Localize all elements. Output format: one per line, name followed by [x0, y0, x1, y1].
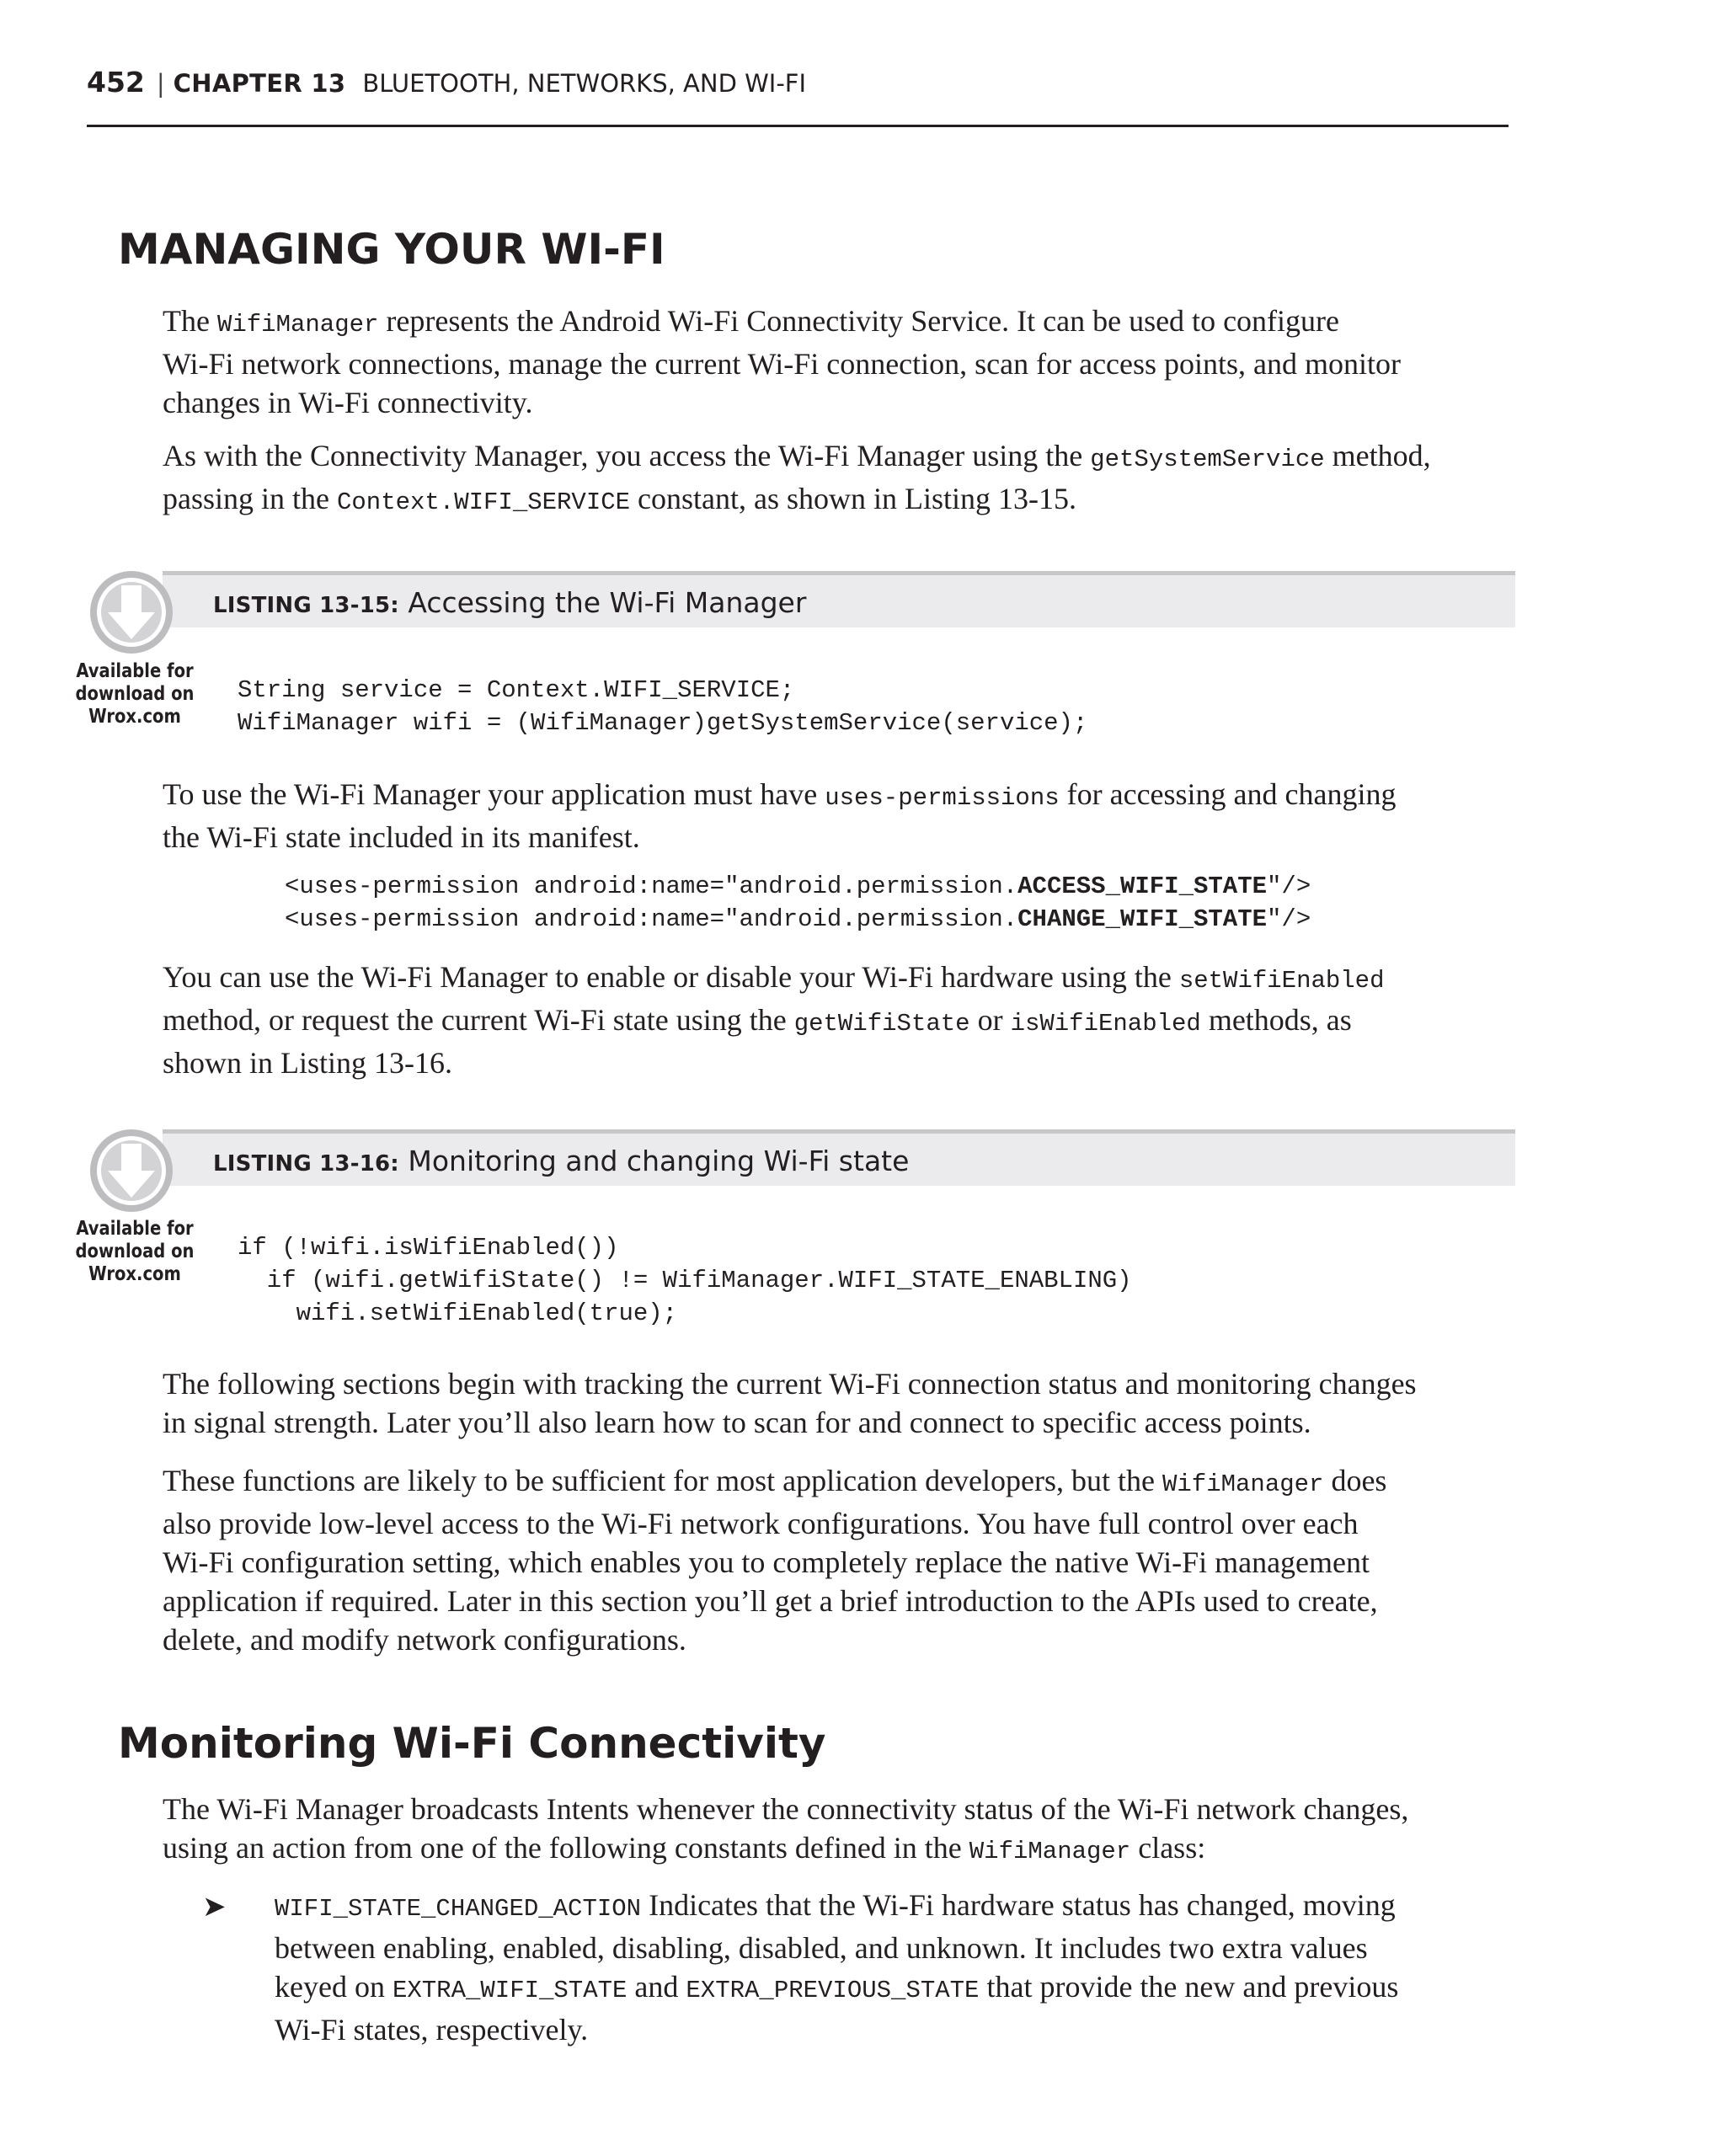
- inline-code: uses-permissions: [825, 784, 1060, 812]
- paragraph-intents: The Wi-Fi Manager broadcasts Intents whenever the connectivity status of the Wi-Fi network changes, using an action from one of the following constants defined in the WifiManager class:: [163, 1792, 1409, 1865]
- chapter-title: BLUETOOTH, NETWORKS, AND WI-FI: [362, 69, 807, 98]
- listing-title: Monitoring and changing Wi-Fi state: [408, 1145, 910, 1177]
- section-title: MANAGING YOUR WI-FI: [118, 225, 665, 274]
- listing-title: Accessing the Wi-Fi Manager: [408, 586, 807, 619]
- listing-number: LISTING 13-15:: [213, 593, 399, 618]
- listing-number: LISTING 13-16:: [213, 1151, 399, 1177]
- permission-line: <uses-permission android:name="android.permission.CHANGE_WIFI_STATE"/>: [285, 905, 1311, 933]
- chapter-label: CHAPTER 13: [173, 69, 346, 98]
- listing-13-16-header: [163, 1129, 1515, 1186]
- download-note[interactable]: Available for download on Wrox.com: [75, 1218, 195, 1285]
- inline-code: isWifiEnabled: [1010, 1010, 1201, 1038]
- bullet-arrow-icon: ➤: [202, 1890, 227, 1924]
- paragraph-sections: The following sections begin with tracking the current Wi-Fi connection status and monitoring changes in signal strength. Later you’ll also learn how to scan for and connect to specific access points.: [163, 1367, 1417, 1439]
- code-permissions: [285, 870, 1311, 936]
- inline-code: WifiManager: [969, 1838, 1131, 1865]
- inline-code: getSystemService: [1090, 446, 1325, 473]
- subsection-title: Monitoring Wi-Fi Connectivity: [118, 1719, 826, 1768]
- inline-code: getWifiState: [793, 1010, 970, 1038]
- paragraph-intro: The WifiManager represents the Android Wi-Fi Connectivity Service. It can be used to configure Wi-Fi network connections, manage the current Wi-Fi connection, scan for access points, and monitor changes in Wi-Fi connectivity.: [163, 304, 1402, 419]
- running-header: [87, 66, 1510, 99]
- download-icon: [88, 568, 175, 656]
- header-rule: [87, 125, 1509, 127]
- page-number: 452: [87, 66, 145, 99]
- inline-code: WifiManager: [1162, 1470, 1324, 1498]
- inline-code: EXTRA_PREVIOUS_STATE: [686, 1977, 980, 2004]
- inline-code: WifiManager: [216, 311, 379, 339]
- permission-line: <uses-permission android:name="android.permission.ACCESS_WIFI_STATE"/>: [285, 873, 1311, 900]
- listing-13-15-header: [163, 571, 1515, 627]
- inline-code: Context.WIFI_SERVICE: [336, 488, 631, 516]
- download-note[interactable]: Available for download on Wrox.com: [75, 660, 195, 728]
- paragraph-enable: You can use the Wi-Fi Manager to enable or disable your Wi-Fi hardware using the setWifiEnabled method, or request the current Wi-Fi state using the getWifiState or isWifiEnabled methods, as shown in Listing 13-16.: [163, 960, 1385, 1080]
- inline-code: setWifiEnabled: [1178, 967, 1385, 995]
- paragraph-permissions: To use the Wi-Fi Manager your application must have uses-permissions for accessing and changing the Wi-Fi state included in its manifest.: [163, 777, 1397, 854]
- inline-code: EXTRA_WIFI_STATE: [392, 1977, 628, 2004]
- inline-code: WIFI_STATE_CHANGED_ACTION: [275, 1895, 642, 1923]
- download-icon: [88, 1127, 175, 1214]
- paragraph-configurations: These functions are likely to be sufficient for most application developers, but the WifiManager does also provide low-level access to the Wi-Fi network configurations. You have full control over each Wi-Fi configuration setting, which enables you to completely replace the native Wi-Fi management application if required. Later in this section you’ll get a brief introduction to the APIs used to create, delete, and modify network configurations.: [163, 1464, 1387, 1657]
- code-listing-13-15: String service = Context.WIFI_SERVICE; WifiManager wifi = (WifiManager)getSystemService(service);: [238, 676, 1088, 737]
- header-separator: |: [156, 69, 165, 98]
- code-listing-13-16: if (!wifi.isWifiEnabled()) if (wifi.getWifiState() != WifiManager.WIFI_STATE_ENABLING) wifi.setWifiEnabled(true);: [238, 1234, 1132, 1327]
- paragraph-access: As with the Connectivity Manager, you access the Wi-Fi Manager using the getSystemService method, passing in the Context.WIFI_SERVICE constant, as shown in Listing 13-15.: [163, 439, 1431, 516]
- bullet-item: WIFI_STATE_CHANGED_ACTION Indicates that the Wi-Fi hardware status has changed, moving between enabling, enabled, disabling, disabled, and unknown. It includes two extra values keyed on EXTRA_WIFI_STATE and EXTRA_PREVIOUS_STATE that provide the new and previous Wi-Fi states, respectively.: [275, 1888, 1399, 2047]
